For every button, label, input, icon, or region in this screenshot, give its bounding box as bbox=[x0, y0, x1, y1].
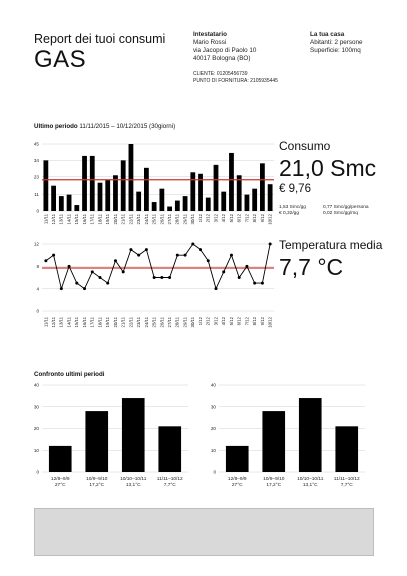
consumption-bar bbox=[51, 186, 56, 211]
holder-heading: Intestatario bbox=[193, 31, 227, 38]
consumption-bar bbox=[229, 153, 234, 211]
holder-address: via Jacopo di Paolo 10 bbox=[193, 47, 257, 54]
period-label: 10/10–10/11 bbox=[120, 477, 147, 482]
consumption-bar bbox=[245, 195, 250, 211]
x-tick-label: 20/11 bbox=[112, 214, 118, 225]
footer-note-box bbox=[34, 508, 374, 556]
x-tick-label: 6/12 bbox=[236, 317, 242, 326]
consumption-bar bbox=[129, 144, 134, 211]
temperature-point bbox=[191, 243, 194, 246]
y-tick-label: 20 bbox=[210, 426, 216, 432]
x-tick-label: 4/12 bbox=[221, 317, 227, 326]
period-temperature: 17,2°C bbox=[266, 483, 282, 488]
temperature-point bbox=[199, 248, 202, 251]
consumption-bar bbox=[113, 175, 118, 211]
consumption-bar bbox=[152, 202, 157, 211]
consumption-bar bbox=[144, 168, 149, 211]
consumption-bar bbox=[167, 207, 172, 211]
consumption-bar bbox=[121, 160, 126, 211]
period-temperature: 27°C bbox=[54, 483, 66, 488]
period-line bbox=[34, 123, 175, 130]
y-tick-label: 40 bbox=[33, 382, 39, 388]
x-tick-label: 25/11 bbox=[151, 317, 157, 328]
consumption-bar bbox=[43, 160, 48, 211]
x-tick-label: 3/12 bbox=[213, 214, 219, 223]
period-temperature: 7,7°C bbox=[163, 483, 176, 488]
x-tick-label: 15/11 bbox=[74, 214, 80, 225]
x-tick-label: 2/12 bbox=[205, 214, 211, 223]
temperature-point bbox=[207, 259, 210, 262]
x-tick-label: 5/12 bbox=[228, 214, 234, 223]
home-residents: Abitanti: 2 persone bbox=[310, 39, 363, 46]
temperature-point bbox=[60, 287, 63, 290]
consumption-per-day: 1,53 Smc/gg bbox=[279, 205, 306, 210]
x-tick-label: 3/12 bbox=[213, 317, 219, 326]
report-utility-title: GAS bbox=[34, 46, 87, 73]
daily-temperature-chart bbox=[30, 234, 280, 340]
x-tick-label: 12/11 bbox=[51, 214, 56, 225]
x-tick-label: 28/11 bbox=[174, 214, 180, 225]
x-tick-label: 19/11 bbox=[105, 214, 111, 225]
consumption-bar bbox=[190, 172, 195, 211]
x-tick-label: 7/12 bbox=[244, 317, 250, 326]
period-label: 10/10–10/11 bbox=[297, 477, 324, 482]
period-bar bbox=[299, 398, 322, 472]
period-label: 10/9–9/10 bbox=[263, 477, 285, 482]
consumption-bar bbox=[237, 175, 242, 211]
temperature-point bbox=[106, 282, 109, 285]
period-bar bbox=[158, 426, 181, 472]
period-label: Ultimo periodo bbox=[34, 123, 78, 130]
y-tick-label: 30 bbox=[33, 404, 39, 410]
y-tick-label: 0 bbox=[36, 208, 39, 214]
consumption-bar bbox=[67, 195, 72, 211]
x-tick-label: 14/11 bbox=[66, 317, 72, 328]
consumption-per-person: 0,77 Smc/gg/persona bbox=[323, 205, 369, 210]
y-tick-label: 4 bbox=[36, 286, 39, 292]
home-surface: Superficie: 100mq bbox=[310, 47, 361, 54]
y-tick-label: 8 bbox=[36, 263, 39, 269]
period-bar bbox=[49, 446, 72, 472]
temperature-point bbox=[114, 259, 117, 262]
temperature-point bbox=[68, 265, 71, 268]
x-tick-label: 2/12 bbox=[205, 317, 211, 326]
x-tick-label: 26/11 bbox=[159, 214, 165, 225]
temperature-point bbox=[99, 276, 102, 279]
temperature-point bbox=[75, 282, 78, 285]
x-tick-label: 29/11 bbox=[182, 317, 188, 328]
x-tick-label: 19/11 bbox=[105, 317, 111, 328]
consumption-bar bbox=[183, 196, 188, 211]
x-tick-label: 8/12 bbox=[252, 317, 258, 326]
consumption-bar bbox=[252, 189, 257, 211]
x-tick-label: 11/11 bbox=[43, 214, 49, 225]
x-tick-label: 16/11 bbox=[81, 317, 87, 328]
period-temperature: 13,1°C bbox=[125, 483, 141, 488]
y-tick-label: 0 bbox=[213, 469, 216, 475]
period-label: 11/11–10/12 bbox=[333, 477, 360, 482]
x-tick-label: 14/11 bbox=[66, 214, 72, 225]
temperature-point bbox=[184, 254, 187, 257]
x-tick-label: 21/11 bbox=[120, 214, 126, 225]
temperature-point bbox=[160, 276, 163, 279]
period-bar bbox=[335, 426, 358, 472]
x-tick-label: 7/12 bbox=[244, 214, 250, 223]
x-tick-label: 25/11 bbox=[151, 214, 157, 225]
x-tick-label: 18/11 bbox=[97, 214, 103, 225]
x-tick-label: 16/11 bbox=[81, 214, 87, 225]
x-tick-label: 23/11 bbox=[136, 214, 142, 225]
y-tick-label: 20 bbox=[33, 426, 39, 432]
holder-city: 40017 Bologna (BO) bbox=[193, 55, 251, 62]
x-tick-label: 30/11 bbox=[190, 214, 196, 225]
x-tick-label: 1/12 bbox=[197, 214, 203, 223]
consumption-bar bbox=[206, 198, 211, 211]
x-tick-label: 12/11 bbox=[51, 317, 56, 328]
supply-block bbox=[193, 71, 278, 85]
y-tick-label: 0 bbox=[36, 308, 39, 314]
comparison-title: Confronto ultimi periodi bbox=[34, 371, 105, 378]
holder-name: Mario Rossi bbox=[193, 39, 227, 46]
temperature-point bbox=[129, 248, 132, 251]
y-tick-label: 10 bbox=[210, 447, 216, 453]
x-tick-label: 26/11 bbox=[159, 317, 165, 328]
x-tick-label: 13/11 bbox=[58, 214, 64, 225]
y-tick-label: 45 bbox=[33, 141, 39, 147]
temperature-point bbox=[83, 287, 86, 290]
x-tick-label: 22/11 bbox=[128, 214, 134, 225]
temperature-point bbox=[44, 259, 47, 262]
x-tick-label: 27/11 bbox=[167, 214, 172, 225]
x-tick-label: 17/11 bbox=[89, 214, 95, 225]
report-title: Report dei tuoi consumi bbox=[34, 32, 166, 46]
x-tick-label: 29/11 bbox=[182, 214, 188, 225]
period-temperature: 7,7°C bbox=[340, 483, 353, 488]
cost-per-day: € 0,32/gg bbox=[279, 211, 300, 216]
period-range: 11/11/2015 – 10/12/2015 (30giorni) bbox=[79, 123, 176, 130]
temperature-point bbox=[222, 270, 225, 273]
x-tick-label: 10/12 bbox=[267, 214, 273, 225]
x-tick-label: 23/11 bbox=[136, 317, 142, 328]
y-tick-label: 40 bbox=[210, 382, 216, 388]
comparison-chart-left bbox=[30, 380, 195, 495]
x-tick-label: 6/12 bbox=[236, 214, 242, 223]
consumption-bar bbox=[159, 189, 164, 211]
x-tick-label: 24/11 bbox=[143, 317, 149, 328]
y-tick-label: 0 bbox=[36, 469, 39, 475]
period-temperature: 13,1°C bbox=[302, 483, 318, 488]
period-bar bbox=[85, 411, 108, 472]
x-tick-label: 4/12 bbox=[221, 214, 227, 223]
period-temperature: 17,2°C bbox=[89, 483, 105, 488]
temperature-point bbox=[122, 270, 125, 273]
consumption-bar bbox=[98, 183, 103, 211]
consumption-bar bbox=[136, 192, 141, 211]
x-tick-label: 18/11 bbox=[97, 317, 103, 328]
temperature-point bbox=[269, 243, 272, 246]
consumption-bar bbox=[214, 165, 219, 211]
consumption-bar bbox=[268, 184, 273, 211]
y-tick-label: 30 bbox=[210, 404, 216, 410]
period-label: 10/9–9/10 bbox=[86, 477, 108, 482]
period-temperature: 27°C bbox=[231, 483, 243, 488]
x-tick-label: 28/11 bbox=[174, 317, 180, 328]
x-tick-label: 9/12 bbox=[259, 317, 265, 326]
temperature-point bbox=[153, 276, 156, 279]
consumption-bar bbox=[260, 163, 265, 211]
x-tick-label: 17/11 bbox=[89, 317, 95, 328]
holder-block bbox=[193, 31, 256, 63]
consumption-per-sqm: 0,02 Smc/gg/mq bbox=[323, 211, 358, 216]
consumption-label: Consumo bbox=[279, 139, 331, 153]
consumption-bar bbox=[59, 196, 64, 211]
x-tick-label: 5/12 bbox=[228, 317, 234, 326]
temperature-point bbox=[176, 254, 179, 257]
period-bar bbox=[226, 446, 249, 472]
x-tick-label: 10/12 bbox=[267, 317, 273, 328]
consumption-bar bbox=[74, 205, 79, 211]
temperature-point bbox=[145, 248, 148, 251]
comparison-chart-right bbox=[207, 380, 372, 495]
period-bar bbox=[122, 398, 145, 472]
x-tick-label: 22/11 bbox=[128, 317, 134, 328]
consumption-ratio-block bbox=[323, 205, 369, 217]
temperature-point bbox=[91, 270, 94, 273]
period-label: 11/11–10/12 bbox=[156, 477, 183, 482]
temperature-label: Temperatura media bbox=[279, 238, 383, 252]
consumption-bar bbox=[221, 192, 226, 211]
consumption-bar bbox=[82, 156, 87, 211]
consumption-bar bbox=[105, 180, 110, 211]
x-tick-label: 11/11 bbox=[43, 317, 49, 328]
consumption-value: 21,0 Smc bbox=[279, 155, 377, 181]
temperature-point bbox=[52, 254, 55, 257]
daily-consumption-chart bbox=[30, 136, 280, 226]
client-code: CLIENTE: 01205456739 bbox=[193, 71, 248, 77]
x-tick-label: 9/12 bbox=[259, 214, 265, 223]
supply-point: PUNTO DI FORNITURA: 2105935445 bbox=[193, 78, 278, 84]
x-tick-label: 30/11 bbox=[190, 317, 196, 328]
temperature-point bbox=[238, 276, 241, 279]
consumption-daily-block bbox=[279, 205, 306, 217]
x-tick-label: 24/11 bbox=[143, 214, 149, 225]
temperature-point bbox=[230, 254, 233, 257]
x-tick-label: 20/11 bbox=[112, 317, 118, 328]
home-heading: La tua casa bbox=[310, 31, 345, 38]
temperature-point bbox=[168, 276, 171, 279]
temperature-point bbox=[253, 282, 256, 285]
period-label: 12/8–9/9 bbox=[227, 477, 247, 482]
x-tick-label: 21/11 bbox=[120, 317, 126, 328]
y-tick-label: 12 bbox=[33, 241, 39, 247]
period-bar bbox=[262, 411, 285, 472]
y-tick-label: 11 bbox=[34, 192, 39, 198]
consumption-bar bbox=[90, 156, 95, 211]
y-tick-label: 23 bbox=[33, 174, 39, 180]
x-tick-label: 1/12 bbox=[197, 317, 203, 326]
home-block bbox=[310, 31, 363, 55]
temperature-value: 7,7 °C bbox=[279, 254, 344, 280]
consumption-cost: € 9,76 bbox=[279, 183, 311, 195]
x-tick-label: 8/12 bbox=[252, 214, 258, 223]
x-tick-label: 27/11 bbox=[167, 317, 172, 328]
period-label: 12/8–9/9 bbox=[50, 477, 70, 482]
temperature-point bbox=[261, 282, 264, 285]
y-tick-label: 34 bbox=[33, 157, 39, 163]
temperature-point bbox=[245, 265, 248, 268]
consumption-bar bbox=[175, 201, 180, 211]
y-tick-label: 10 bbox=[33, 447, 39, 453]
x-tick-label: 13/11 bbox=[58, 317, 64, 328]
temperature-point bbox=[137, 254, 140, 257]
temperature-point bbox=[215, 287, 218, 290]
x-tick-label: 15/11 bbox=[74, 317, 80, 328]
